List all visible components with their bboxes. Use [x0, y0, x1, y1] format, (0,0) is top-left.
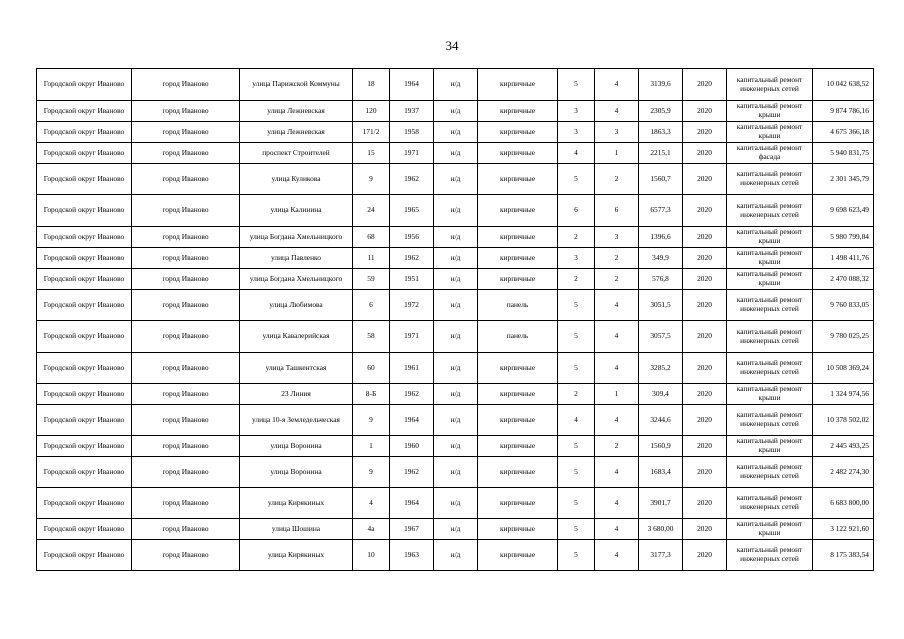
cell-house: 9	[353, 457, 390, 488]
cell-house: 18	[353, 69, 390, 101]
cell-plan-year: 2020	[683, 353, 727, 384]
cell-work: капитальный ремонт инженерных сетей	[727, 195, 813, 227]
cell-plan-year: 2020	[683, 405, 727, 436]
cell-floors: 5	[558, 436, 595, 457]
cell-district: Городской округ Иваново	[37, 488, 132, 519]
cell-city: город Иваново	[132, 122, 240, 143]
cell-district: Городской округ Иваново	[37, 519, 132, 540]
cell-nd: н/д	[434, 540, 478, 571]
cell-entrances: 3	[595, 122, 639, 143]
cell-entrances: 6	[595, 195, 639, 227]
cell-work: капитальный ремонт крыши	[727, 436, 813, 457]
cell-wall: кирпичные	[478, 519, 558, 540]
cell-street: улица Кавалерийская	[240, 321, 353, 353]
cell-wall: кирпичные	[478, 195, 558, 227]
cell-street: улица Парижской Коммуны	[240, 69, 353, 101]
cell-wall: кирпичные	[478, 353, 558, 384]
cell-nd: н/д	[434, 488, 478, 519]
cell-wall: кирпичные	[478, 436, 558, 457]
cell-area: 3285,2	[639, 353, 683, 384]
cell-plan-year: 2020	[683, 227, 727, 248]
cell-floors: 3	[558, 248, 595, 269]
cell-work: капитальный ремонт инженерных сетей	[727, 405, 813, 436]
cell-work: капитальный ремонт крыши	[727, 384, 813, 405]
cell-year: 1963	[390, 540, 434, 571]
table-row	[37, 384, 874, 405]
cell-wall: кирпичные	[478, 227, 558, 248]
cell-year: 1958	[390, 122, 434, 143]
housing-repair-table	[36, 68, 874, 571]
table-body	[37, 69, 874, 571]
cell-area: 3177,3	[639, 540, 683, 571]
cell-house: 24	[353, 195, 390, 227]
cell-cost: 9 698 623,49	[813, 195, 874, 227]
cell-floors: 2	[558, 269, 595, 290]
cell-street: улица Лежневская	[240, 101, 353, 122]
cell-city: город Иваново	[132, 69, 240, 101]
cell-area: 309,4	[639, 384, 683, 405]
cell-area: 1863,3	[639, 122, 683, 143]
cell-street: улица Кирякиных	[240, 488, 353, 519]
table-row	[37, 195, 874, 227]
cell-wall: кирпичные	[478, 101, 558, 122]
cell-nd: н/д	[434, 195, 478, 227]
cell-city: город Иваново	[132, 457, 240, 488]
cell-nd: н/д	[434, 353, 478, 384]
cell-entrances: 4	[595, 69, 639, 101]
cell-area: 349,9	[639, 248, 683, 269]
cell-city: город Иваново	[132, 290, 240, 321]
cell-year: 1951	[390, 269, 434, 290]
cell-area: 2215,1	[639, 143, 683, 164]
cell-house: 15	[353, 143, 390, 164]
cell-wall: кирпичные	[478, 248, 558, 269]
cell-nd: н/д	[434, 143, 478, 164]
cell-work: капитальный ремонт фасада	[727, 143, 813, 164]
cell-area: 1683,4	[639, 457, 683, 488]
cell-house: 171/2	[353, 122, 390, 143]
cell-plan-year: 2020	[683, 164, 727, 195]
cell-work: капитальный ремонт крыши	[727, 122, 813, 143]
cell-wall: кирпичные	[478, 143, 558, 164]
table-row	[37, 353, 874, 384]
cell-nd: н/д	[434, 101, 478, 122]
cell-district: Городской округ Иваново	[37, 195, 132, 227]
cell-work: капитальный ремонт крыши	[727, 248, 813, 269]
cell-house: 10	[353, 540, 390, 571]
cell-district: Городской округ Иваново	[37, 122, 132, 143]
cell-wall: кирпичные	[478, 540, 558, 571]
cell-cost: 5 980 799,84	[813, 227, 874, 248]
cell-district: Городской округ Иваново	[37, 540, 132, 571]
cell-floors: 5	[558, 457, 595, 488]
cell-plan-year: 2020	[683, 540, 727, 571]
cell-cost: 6 683 800,00	[813, 488, 874, 519]
cell-district: Городской округ Иваново	[37, 290, 132, 321]
table-row	[37, 248, 874, 269]
cell-street: улица Воронина	[240, 436, 353, 457]
cell-city: город Иваново	[132, 488, 240, 519]
cell-nd: н/д	[434, 405, 478, 436]
cell-street: улица 10-я Земледельческая	[240, 405, 353, 436]
table-row	[37, 436, 874, 457]
cell-cost: 10 508 369,24	[813, 353, 874, 384]
cell-work: капитальный ремонт инженерных сетей	[727, 353, 813, 384]
cell-city: город Иваново	[132, 248, 240, 269]
cell-plan-year: 2020	[683, 248, 727, 269]
cell-house: 68	[353, 227, 390, 248]
cell-area: 3051,5	[639, 290, 683, 321]
cell-plan-year: 2020	[683, 436, 727, 457]
cell-house: 60	[353, 353, 390, 384]
cell-entrances: 4	[595, 519, 639, 540]
cell-plan-year: 2020	[683, 384, 727, 405]
cell-floors: 5	[558, 488, 595, 519]
cell-entrances: 4	[595, 488, 639, 519]
cell-district: Городской округ Иваново	[37, 457, 132, 488]
cell-house: 1	[353, 436, 390, 457]
cell-nd: н/д	[434, 248, 478, 269]
cell-year: 1964	[390, 69, 434, 101]
cell-street: улица Кирякиных	[240, 540, 353, 571]
cell-street: улица Куликова	[240, 164, 353, 195]
cell-year: 1972	[390, 290, 434, 321]
cell-city: город Иваново	[132, 405, 240, 436]
cell-street: улица Павленко	[240, 248, 353, 269]
cell-plan-year: 2020	[683, 122, 727, 143]
cell-wall: панель	[478, 290, 558, 321]
cell-plan-year: 2020	[683, 457, 727, 488]
cell-plan-year: 2020	[683, 101, 727, 122]
cell-floors: 3	[558, 101, 595, 122]
cell-entrances: 3	[595, 227, 639, 248]
cell-district: Городской округ Иваново	[37, 248, 132, 269]
cell-house: 58	[353, 321, 390, 353]
cell-cost: 3 122 921,60	[813, 519, 874, 540]
cell-work: капитальный ремонт инженерных сетей	[727, 164, 813, 195]
cell-nd: н/д	[434, 122, 478, 143]
cell-floors: 5	[558, 69, 595, 101]
cell-cost: 2 470 088,32	[813, 269, 874, 290]
cell-year: 1967	[390, 519, 434, 540]
cell-plan-year: 2020	[683, 290, 727, 321]
cell-entrances: 2	[595, 248, 639, 269]
cell-area: 3901,7	[639, 488, 683, 519]
cell-district: Городской округ Иваново	[37, 164, 132, 195]
cell-area: 1560,9	[639, 436, 683, 457]
cell-nd: н/д	[434, 436, 478, 457]
cell-city: город Иваново	[132, 540, 240, 571]
cell-district: Городской округ Иваново	[37, 227, 132, 248]
cell-year: 1956	[390, 227, 434, 248]
cell-work: капитальный ремонт инженерных сетей	[727, 457, 813, 488]
cell-nd: н/д	[434, 457, 478, 488]
cell-plan-year: 2020	[683, 269, 727, 290]
cell-cost: 10 378 502,02	[813, 405, 874, 436]
cell-work: капитальный ремонт инженерных сетей	[727, 321, 813, 353]
cell-floors: 5	[558, 290, 595, 321]
cell-city: город Иваново	[132, 436, 240, 457]
cell-district: Городской округ Иваново	[37, 321, 132, 353]
cell-street: улица Богдана Хмельницкого	[240, 227, 353, 248]
cell-district: Городской округ Иваново	[37, 353, 132, 384]
cell-city: город Иваново	[132, 143, 240, 164]
cell-floors: 2	[558, 227, 595, 248]
cell-floors: 5	[558, 321, 595, 353]
cell-cost: 4 675 366,18	[813, 122, 874, 143]
cell-area: 3139,6	[639, 69, 683, 101]
cell-wall: кирпичные	[478, 69, 558, 101]
cell-year: 1962	[390, 384, 434, 405]
table-row	[37, 122, 874, 143]
cell-year: 1961	[390, 353, 434, 384]
cell-wall: панель	[478, 321, 558, 353]
cell-wall: кирпичные	[478, 457, 558, 488]
cell-nd: н/д	[434, 384, 478, 405]
cell-cost: 9 780 025,25	[813, 321, 874, 353]
cell-floors: 4	[558, 143, 595, 164]
cell-year: 1964	[390, 405, 434, 436]
cell-cost: 1 324 974,56	[813, 384, 874, 405]
cell-house: 4а	[353, 519, 390, 540]
table-row	[37, 321, 874, 353]
cell-entrances: 4	[595, 353, 639, 384]
cell-city: город Иваново	[132, 101, 240, 122]
cell-nd: н/д	[434, 321, 478, 353]
cell-entrances: 4	[595, 405, 639, 436]
cell-entrances: 2	[595, 164, 639, 195]
cell-street: улица Богдана Хмельницкого	[240, 269, 353, 290]
cell-entrances: 4	[595, 540, 639, 571]
cell-nd: н/д	[434, 269, 478, 290]
cell-cost: 2 301 345,79	[813, 164, 874, 195]
cell-city: город Иваново	[132, 195, 240, 227]
cell-work: капитальный ремонт крыши	[727, 519, 813, 540]
cell-area: 576,8	[639, 269, 683, 290]
cell-year: 1937	[390, 101, 434, 122]
cell-work: капитальный ремонт инженерных сетей	[727, 290, 813, 321]
cell-entrances: 2	[595, 269, 639, 290]
cell-floors: 5	[558, 519, 595, 540]
cell-work: капитальный ремонт инженерных сетей	[727, 69, 813, 101]
cell-street: улица Лежневская	[240, 122, 353, 143]
table-row	[37, 405, 874, 436]
cell-year: 1964	[390, 488, 434, 519]
table-row	[37, 69, 874, 101]
cell-plan-year: 2020	[683, 143, 727, 164]
cell-area: 1396,6	[639, 227, 683, 248]
cell-cost: 1 498 411,76	[813, 248, 874, 269]
cell-plan-year: 2020	[683, 488, 727, 519]
cell-cost: 2 445 493,25	[813, 436, 874, 457]
cell-house: 120	[353, 101, 390, 122]
cell-work: капитальный ремонт крыши	[727, 101, 813, 122]
cell-plan-year: 2020	[683, 519, 727, 540]
cell-area: 1560,7	[639, 164, 683, 195]
cell-year: 1960	[390, 436, 434, 457]
cell-entrances: 2	[595, 436, 639, 457]
cell-city: город Иваново	[132, 269, 240, 290]
cell-wall: кирпичные	[478, 488, 558, 519]
cell-city: город Иваново	[132, 164, 240, 195]
cell-entrances: 1	[595, 384, 639, 405]
table-row	[37, 519, 874, 540]
cell-floors: 5	[558, 540, 595, 571]
table-row	[37, 143, 874, 164]
cell-area: 3057,5	[639, 321, 683, 353]
cell-street: улица Шошина	[240, 519, 353, 540]
cell-work: капитальный ремонт инженерных сетей	[727, 488, 813, 519]
cell-city: город Иваново	[132, 384, 240, 405]
cell-district: Городской округ Иваново	[37, 269, 132, 290]
cell-year: 1971	[390, 321, 434, 353]
cell-cost: 5 940 831,75	[813, 143, 874, 164]
cell-entrances: 4	[595, 457, 639, 488]
table-row	[37, 540, 874, 571]
cell-street: улица Ташкентская	[240, 353, 353, 384]
table-row	[37, 269, 874, 290]
cell-plan-year: 2020	[683, 69, 727, 101]
cell-street: проспект Строителей	[240, 143, 353, 164]
cell-wall: кирпичные	[478, 164, 558, 195]
cell-plan-year: 2020	[683, 195, 727, 227]
cell-district: Городской округ Иваново	[37, 143, 132, 164]
cell-nd: н/д	[434, 227, 478, 248]
table-row	[37, 227, 874, 248]
cell-house: 9	[353, 405, 390, 436]
cell-entrances: 4	[595, 321, 639, 353]
cell-house: 11	[353, 248, 390, 269]
cell-year: 1962	[390, 164, 434, 195]
cell-house: 4	[353, 488, 390, 519]
cell-nd: н/д	[434, 164, 478, 195]
cell-nd: н/д	[434, 69, 478, 101]
cell-floors: 2	[558, 384, 595, 405]
cell-street: улица Воронина	[240, 457, 353, 488]
cell-floors: 6	[558, 195, 595, 227]
cell-district: Городской округ Иваново	[37, 436, 132, 457]
cell-area: 2305,9	[639, 101, 683, 122]
cell-city: город Иваново	[132, 227, 240, 248]
cell-city: город Иваново	[132, 519, 240, 540]
cell-district: Городской округ Иваново	[37, 384, 132, 405]
table-row	[37, 488, 874, 519]
cell-year: 1965	[390, 195, 434, 227]
cell-work: капитальный ремонт крыши	[727, 269, 813, 290]
cell-nd: н/д	[434, 519, 478, 540]
cell-floors: 3	[558, 122, 595, 143]
cell-area: 3244,6	[639, 405, 683, 436]
cell-wall: кирпичные	[478, 122, 558, 143]
cell-city: город Иваново	[132, 321, 240, 353]
cell-entrances: 4	[595, 101, 639, 122]
cell-cost: 8 175 383,54	[813, 540, 874, 571]
cell-plan-year: 2020	[683, 321, 727, 353]
table-row	[37, 164, 874, 195]
cell-wall: кирпичные	[478, 405, 558, 436]
cell-floors: 5	[558, 353, 595, 384]
cell-nd: н/д	[434, 290, 478, 321]
cell-district: Городской округ Иваново	[37, 405, 132, 436]
cell-year: 1962	[390, 248, 434, 269]
cell-cost: 10 042 638,52	[813, 69, 874, 101]
cell-floors: 5	[558, 164, 595, 195]
cell-street: улица Калинина	[240, 195, 353, 227]
cell-area: 6577,3	[639, 195, 683, 227]
table-row	[37, 290, 874, 321]
table-row	[37, 101, 874, 122]
cell-work: капитальный ремонт крыши	[727, 227, 813, 248]
cell-house: 8-Б	[353, 384, 390, 405]
table-row	[37, 457, 874, 488]
cell-house: 9	[353, 164, 390, 195]
cell-street: улица Любимова	[240, 290, 353, 321]
cell-work: капитальный ремонт инженерных сетей	[727, 540, 813, 571]
cell-area: 3 680,00	[639, 519, 683, 540]
cell-city: город Иваново	[132, 353, 240, 384]
cell-year: 1971	[390, 143, 434, 164]
cell-street: 23 Линия	[240, 384, 353, 405]
page-number: 34	[445, 38, 459, 53]
cell-district: Городской округ Иваново	[37, 101, 132, 122]
cell-year: 1962	[390, 457, 434, 488]
cell-cost: 2 482 274,30	[813, 457, 874, 488]
cell-cost: 9 874 786,16	[813, 101, 874, 122]
cell-district: Городской округ Иваново	[37, 69, 132, 101]
cell-house: 6	[353, 290, 390, 321]
cell-cost: 9 760 833,05	[813, 290, 874, 321]
cell-wall: кирпичные	[478, 384, 558, 405]
cell-entrances: 1	[595, 143, 639, 164]
cell-entrances: 4	[595, 290, 639, 321]
cell-house: 59	[353, 269, 390, 290]
cell-wall: кирпичные	[478, 269, 558, 290]
cell-floors: 4	[558, 405, 595, 436]
